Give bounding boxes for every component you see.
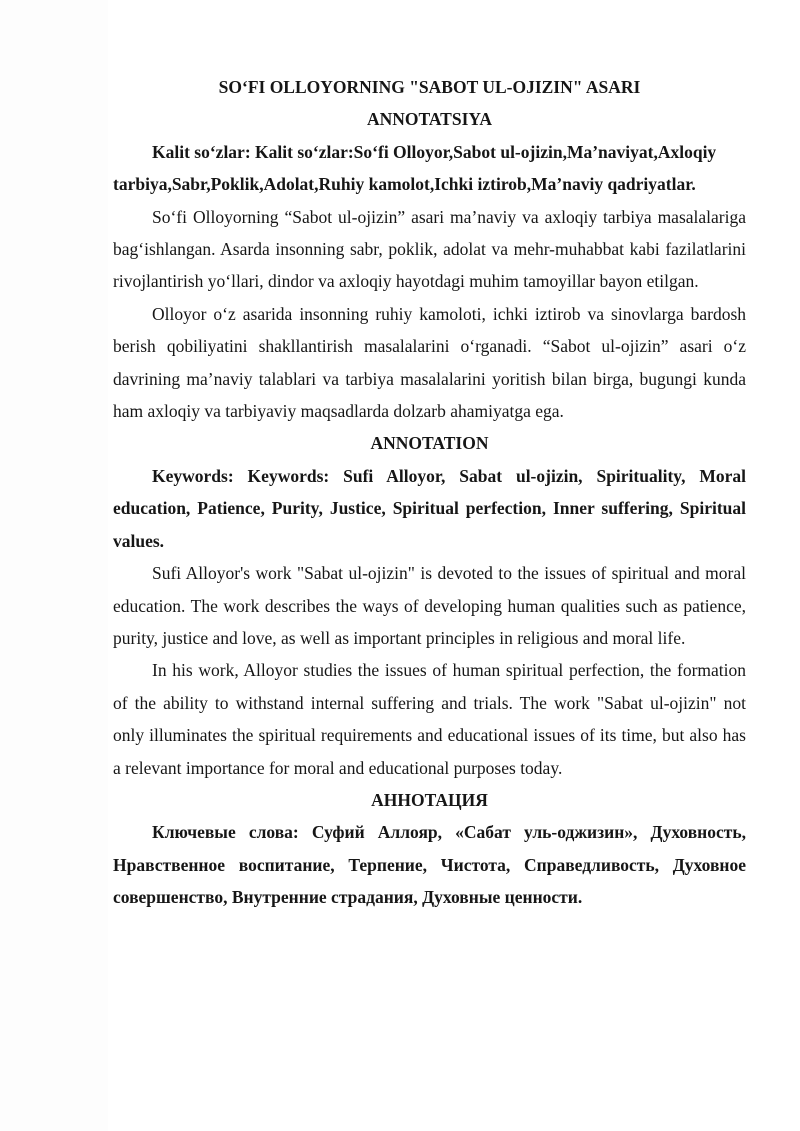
keywords-uzbek: Kalit so‘zlar: Kalit so‘zlar:So‘fi Olloyor,Sabot ul-ojizin,Ma’naviyat,Axloqiy tarbiya,Sabr,Poklik,Adolat,Ruhiy kamolot,Ichki iztirob,Ma’naviy qadriyatlar.: [113, 141, 717, 195]
paragraph-english-1: Sufi Alloyor's work "Sabat ul-ojizin" is devoted to the issues of spiritual and moral education. The work describes the ways of developing human qualities such as patience, purity, justice and love, as well as important principles in religious and moral life.: [113, 563, 746, 648]
scan-edge-shadow: [0, 0, 108, 1131]
document-title: SO‘FI OLLOYORNING "SABOT UL-OJIZIN" ASARI: [218, 77, 641, 97]
section-heading-annotation: ANNOTATION: [370, 433, 489, 454]
document-content: [113, 71, 746, 914]
keywords-russian: Ключевые слова: Суфий Аллояр, «Сабат уль-оджизин», Духовность, Нравственное воспитание, Терпение, Чистота, Справедливость, Духовное совершенство, Внутренние страдания, Духовные ценности.: [113, 822, 746, 908]
section-heading-annotatsiya: ANNOTATSIYA: [366, 109, 493, 130]
section-heading-annotaciya: АННОТАЦИЯ: [371, 789, 488, 810]
paragraph-english-2: In his work, Alloyor studies the issues of human spiritual perfection, the formation of the ability to withstand internal suffering and trials. The work "Sabat ul-ojizin" not only illuminates the spiritual requirements and educational issues of its time, but also has a relevant importance for moral and educational purposes today.: [113, 660, 746, 778]
paragraph-uzbek-2: Olloyor o‘z asarida insonning ruhiy kamoloti, ichki iztirob va sinovlarga bardosh berish qobiliyatini shakllantirish masalalarini o‘rganadi. “Sabot ul-ojizin” asari o‘z davrining ma’naviy talablari va tarbiya masalalarini yoritish bilan birga, bugungi kunda ham axloqiy va tarbiyaviy maqsadlarda dolzarb ahamiyatga ega.: [113, 303, 746, 422]
keywords-english: Keywords: Keywords: Sufi Alloyor, Sabat ul-ojizin, Spirituality, Moral education, Patience, Purity, Justice, Spiritual perfection, Inner suffering, Spiritual values.: [113, 465, 746, 551]
paragraph-uzbek-1: So‘fi Olloyorning “Sabot ul-ojizin” asari ma’naviy va axloqiy tarbiya masalalariga bag‘ishlangan. Asarda insonning sabr, poklik, adolat va mehr-muhabbat kabi fazilatlarini rivojlantirish yo‘llari, dindor va axloqiy hayotdagi muhim tamoyillar bayon etilgan.: [113, 206, 746, 292]
